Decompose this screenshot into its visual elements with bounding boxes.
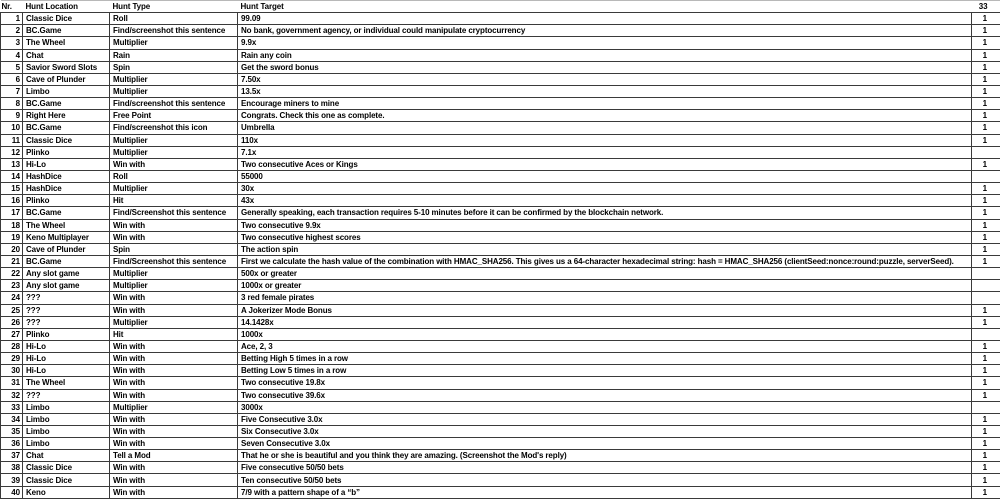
cell-hunt-type[interactable]: Multiplier xyxy=(110,183,238,195)
cell-nr[interactable]: 26 xyxy=(1,316,23,328)
cell-hunt-type[interactable]: Spin xyxy=(110,61,238,73)
cell-hunt-location[interactable]: ??? xyxy=(23,292,110,304)
cell-hunt-target[interactable]: 7.50x xyxy=(238,73,972,85)
cell-count[interactable]: 1 xyxy=(972,122,1000,134)
cell-hunt-location[interactable]: ??? xyxy=(23,389,110,401)
cell-hunt-type[interactable]: Multiplier xyxy=(110,268,238,280)
cell-count[interactable] xyxy=(972,292,1000,304)
cell-hunt-location[interactable]: HashDice xyxy=(23,170,110,182)
cell-hunt-location[interactable]: BC.Game xyxy=(23,207,110,219)
cell-hunt-type[interactable]: Find/screenshot this sentence xyxy=(110,98,238,110)
cell-hunt-location[interactable]: HashDice xyxy=(23,183,110,195)
table-row xyxy=(1,486,1000,498)
cell-hunt-target[interactable]: Two consecutive highest scores xyxy=(238,231,972,243)
table-row xyxy=(1,316,1000,328)
table-row xyxy=(1,304,1000,316)
cell-hunt-type[interactable]: Hit xyxy=(110,195,238,207)
table-row xyxy=(1,110,1000,122)
cell-hunt-location[interactable]: Savior Sword Slots xyxy=(23,61,110,73)
cell-hunt-location[interactable]: Hi-Lo xyxy=(23,365,110,377)
cell-nr[interactable]: 19 xyxy=(1,231,23,243)
cell-hunt-target[interactable]: 1000x xyxy=(238,328,972,340)
cell-count[interactable]: 1 xyxy=(972,98,1000,110)
cell-hunt-location[interactable]: Right Here xyxy=(23,110,110,122)
cell-hunt-location[interactable]: Plinko xyxy=(23,146,110,158)
cell-hunt-location[interactable]: Keno xyxy=(23,486,110,498)
cell-hunt-location[interactable]: Limbo xyxy=(23,425,110,437)
cell-hunt-target[interactable]: 99.09 xyxy=(238,13,972,25)
cell-hunt-type[interactable]: Multiplier xyxy=(110,280,238,292)
cell-hunt-target[interactable]: That he or she is beautiful and you think they are amazing. (Screenshot the Mod's reply) xyxy=(238,450,972,462)
cell-hunt-type[interactable]: Win with xyxy=(110,231,238,243)
cell-nr[interactable]: 38 xyxy=(1,462,23,474)
cell-hunt-type[interactable]: Win with xyxy=(110,486,238,498)
cell-nr[interactable]: 30 xyxy=(1,365,23,377)
cell-hunt-target[interactable]: Two consecutive 39.6x xyxy=(238,389,972,401)
cell-hunt-target[interactable]: 3000x xyxy=(238,401,972,413)
table-row xyxy=(1,85,1000,97)
cell-nr[interactable]: 28 xyxy=(1,340,23,352)
cell-nr[interactable]: 13 xyxy=(1,158,23,170)
cell-hunt-location[interactable]: Any slot game xyxy=(23,268,110,280)
cell-count[interactable]: 1 xyxy=(972,61,1000,73)
header-cell-nr[interactable]: Nr. xyxy=(1,1,23,13)
table-row xyxy=(1,13,1000,25)
cell-hunt-target[interactable]: Rain any coin xyxy=(238,49,972,61)
table-row xyxy=(1,73,1000,85)
cell-hunt-location[interactable]: Chat xyxy=(23,49,110,61)
cell-hunt-target[interactable]: 55000 xyxy=(238,170,972,182)
cell-nr[interactable]: 16 xyxy=(1,195,23,207)
cell-nr[interactable]: 35 xyxy=(1,425,23,437)
table-row xyxy=(1,413,1000,425)
cell-hunt-type[interactable]: Roll xyxy=(110,170,238,182)
cell-hunt-type[interactable]: Multiplier xyxy=(110,401,238,413)
cell-hunt-type[interactable]: Find/screenshot this sentence xyxy=(110,25,238,37)
cell-count[interactable]: 1 xyxy=(972,183,1000,195)
table-row xyxy=(1,183,1000,195)
cell-hunt-location[interactable]: Hi-Lo xyxy=(23,340,110,352)
cell-count[interactable]: 1 xyxy=(972,425,1000,437)
cell-nr[interactable]: 17 xyxy=(1,207,23,219)
cell-hunt-location[interactable]: Plinko xyxy=(23,195,110,207)
cell-nr[interactable]: 5 xyxy=(1,61,23,73)
table-row xyxy=(1,340,1000,352)
table-row xyxy=(1,474,1000,486)
cell-count[interactable]: 1 xyxy=(972,462,1000,474)
cell-count[interactable]: 1 xyxy=(972,316,1000,328)
cell-hunt-target[interactable]: 30x xyxy=(238,183,972,195)
cell-count[interactable]: 1 xyxy=(972,195,1000,207)
cell-hunt-type[interactable]: Win with xyxy=(110,389,238,401)
cell-nr[interactable]: 10 xyxy=(1,122,23,134)
cell-count[interactable]: 1 xyxy=(972,73,1000,85)
cell-nr[interactable]: 39 xyxy=(1,474,23,486)
cell-hunt-type[interactable]: Find/Screenshot this sentence xyxy=(110,207,238,219)
cell-count[interactable]: 1 xyxy=(972,110,1000,122)
cell-hunt-location[interactable]: Hi-Lo xyxy=(23,353,110,365)
cell-hunt-type[interactable]: Find/screenshot this icon xyxy=(110,122,238,134)
table-row xyxy=(1,146,1000,158)
cell-hunt-type[interactable]: Win with xyxy=(110,438,238,450)
cell-hunt-target[interactable]: 14.1428x xyxy=(238,316,972,328)
cell-nr[interactable]: 22 xyxy=(1,268,23,280)
cell-hunt-target[interactable]: Betting High 5 times in a row xyxy=(238,353,972,365)
cell-hunt-target[interactable]: Generally speaking, each transaction requires 5-10 minutes before it can be confirmed by the blockchain network. xyxy=(238,207,972,219)
cell-hunt-type[interactable]: Win with xyxy=(110,219,238,231)
table-row xyxy=(1,37,1000,49)
cell-nr[interactable]: 18 xyxy=(1,219,23,231)
cell-count[interactable]: 1 xyxy=(972,37,1000,49)
cell-hunt-location[interactable]: Plinko xyxy=(23,328,110,340)
cell-nr[interactable]: 21 xyxy=(1,255,23,267)
cell-hunt-type[interactable]: Multiplier xyxy=(110,134,238,146)
cell-hunt-type[interactable]: Find/Screenshot this sentence xyxy=(110,255,238,267)
cell-hunt-type[interactable]: Win with xyxy=(110,365,238,377)
cell-count[interactable]: 1 xyxy=(972,450,1000,462)
cell-hunt-location[interactable]: Limbo xyxy=(23,438,110,450)
cell-hunt-target[interactable]: Five consecutive 50/50 bets xyxy=(238,462,972,474)
table-row xyxy=(1,401,1000,413)
cell-nr[interactable]: 27 xyxy=(1,328,23,340)
cell-hunt-location[interactable]: Hi-Lo xyxy=(23,158,110,170)
cell-count[interactable]: 1 xyxy=(972,219,1000,231)
cell-hunt-type[interactable]: Multiplier xyxy=(110,37,238,49)
cell-count[interactable]: 1 xyxy=(972,365,1000,377)
table-row xyxy=(1,207,1000,219)
cell-nr[interactable]: 1 xyxy=(1,13,23,25)
cell-hunt-target[interactable]: No bank, government agency, or individual could manipulate cryptocurrency xyxy=(238,25,972,37)
cell-hunt-target[interactable]: A Jokerizer Mode Bonus xyxy=(238,304,972,316)
cell-hunt-type[interactable]: Win with xyxy=(110,353,238,365)
cell-hunt-target[interactable]: Ace, 2, 3 xyxy=(238,340,972,352)
cell-count[interactable]: 1 xyxy=(972,49,1000,61)
cell-count[interactable] xyxy=(972,280,1000,292)
cell-hunt-target[interactable]: 3 red female pirates xyxy=(238,292,972,304)
cell-hunt-type[interactable]: Multiplier xyxy=(110,85,238,97)
cell-hunt-type[interactable]: Win with xyxy=(110,425,238,437)
cell-nr[interactable]: 14 xyxy=(1,170,23,182)
table-row xyxy=(1,158,1000,170)
cell-count[interactable]: 1 xyxy=(972,340,1000,352)
cell-hunt-location[interactable]: Cave of Plunder xyxy=(23,243,110,255)
cell-hunt-type[interactable]: Tell a Mod xyxy=(110,450,238,462)
cell-nr[interactable]: 36 xyxy=(1,438,23,450)
table-row xyxy=(1,450,1000,462)
cell-count[interactable]: 1 xyxy=(972,134,1000,146)
cell-nr[interactable]: 6 xyxy=(1,73,23,85)
table-row xyxy=(1,377,1000,389)
cell-nr[interactable]: 32 xyxy=(1,389,23,401)
table-row xyxy=(1,25,1000,37)
cell-nr[interactable]: 29 xyxy=(1,353,23,365)
cell-count[interactable]: 1 xyxy=(972,389,1000,401)
table-row xyxy=(1,353,1000,365)
table-row xyxy=(1,438,1000,450)
cell-nr[interactable]: 25 xyxy=(1,304,23,316)
cell-hunt-target[interactable]: Two consecutive Aces or Kings xyxy=(238,158,972,170)
cell-hunt-location[interactable]: Classic Dice xyxy=(23,13,110,25)
cell-nr[interactable]: 33 xyxy=(1,401,23,413)
table-row xyxy=(1,231,1000,243)
cell-hunt-target[interactable]: Encourage miners to mine xyxy=(238,98,972,110)
cell-hunt-target[interactable]: 110x xyxy=(238,134,972,146)
cell-nr[interactable]: 37 xyxy=(1,450,23,462)
table-row xyxy=(1,268,1000,280)
cell-count[interactable] xyxy=(972,328,1000,340)
cell-hunt-target[interactable]: Five Consecutive 3.0x xyxy=(238,413,972,425)
cell-count[interactable]: 1 xyxy=(972,13,1000,25)
cell-hunt-target[interactable]: 7/9 with a pattern shape of a “b” xyxy=(238,486,972,498)
cell-hunt-target[interactable]: 43x xyxy=(238,195,972,207)
cell-hunt-target[interactable]: Two consecutive 19.8x xyxy=(238,377,972,389)
header-row xyxy=(1,1,1000,13)
cell-hunt-location[interactable]: Classic Dice xyxy=(23,462,110,474)
cell-hunt-type[interactable]: Free Point xyxy=(110,110,238,122)
header-cell-count-total[interactable]: 33 xyxy=(972,1,1000,13)
cell-hunt-type[interactable]: Multiplier xyxy=(110,146,238,158)
table-row xyxy=(1,134,1000,146)
cell-count[interactable]: 1 xyxy=(972,231,1000,243)
table-row xyxy=(1,61,1000,73)
cell-hunt-location[interactable]: The Wheel xyxy=(23,219,110,231)
cell-hunt-location[interactable]: Cave of Plunder xyxy=(23,73,110,85)
cell-hunt-target[interactable]: 500x or greater xyxy=(238,268,972,280)
cell-nr[interactable]: 12 xyxy=(1,146,23,158)
table-row xyxy=(1,425,1000,437)
cell-hunt-location[interactable]: Chat xyxy=(23,450,110,462)
cell-hunt-type[interactable]: Roll xyxy=(110,13,238,25)
table-row xyxy=(1,49,1000,61)
table-row xyxy=(1,365,1000,377)
header-cell-hunt-target[interactable]: Hunt Target xyxy=(238,1,972,13)
cell-hunt-location[interactable]: BC.Game xyxy=(23,122,110,134)
cell-count[interactable]: 1 xyxy=(972,353,1000,365)
table-row xyxy=(1,243,1000,255)
cell-hunt-target[interactable]: The action spin xyxy=(238,243,972,255)
cell-hunt-type[interactable]: Win with xyxy=(110,474,238,486)
header-cell-hunt-type[interactable]: Hunt Type xyxy=(110,1,238,13)
table-row xyxy=(1,195,1000,207)
cell-hunt-type[interactable]: Win with xyxy=(110,377,238,389)
cell-count[interactable]: 1 xyxy=(972,304,1000,316)
cell-hunt-target[interactable]: 13.5x xyxy=(238,85,972,97)
cell-hunt-location[interactable]: The Wheel xyxy=(23,377,110,389)
cell-nr[interactable]: 34 xyxy=(1,413,23,425)
cell-hunt-target[interactable]: Congrats. Check this one as complete. xyxy=(238,110,972,122)
cell-nr[interactable]: 31 xyxy=(1,377,23,389)
cell-count[interactable]: 1 xyxy=(972,25,1000,37)
cell-hunt-location[interactable]: The Wheel xyxy=(23,37,110,49)
cell-count[interactable]: 1 xyxy=(972,413,1000,425)
cell-count[interactable]: 1 xyxy=(972,474,1000,486)
cell-hunt-target[interactable]: Umbrella xyxy=(238,122,972,134)
cell-count[interactable]: 1 xyxy=(972,243,1000,255)
cell-count[interactable] xyxy=(972,401,1000,413)
cell-count[interactable]: 1 xyxy=(972,85,1000,97)
cell-hunt-type[interactable]: Multiplier xyxy=(110,316,238,328)
cell-hunt-location[interactable]: ??? xyxy=(23,316,110,328)
cell-hunt-location[interactable]: Limbo xyxy=(23,401,110,413)
cell-count[interactable]: 1 xyxy=(972,158,1000,170)
cell-hunt-location[interactable]: Any slot game xyxy=(23,280,110,292)
cell-nr[interactable]: 40 xyxy=(1,486,23,498)
cell-count[interactable]: 1 xyxy=(972,438,1000,450)
cell-hunt-type[interactable]: Win with xyxy=(110,413,238,425)
cell-nr[interactable]: 20 xyxy=(1,243,23,255)
cell-hunt-type[interactable]: Win with xyxy=(110,304,238,316)
cell-count[interactable]: 1 xyxy=(972,255,1000,267)
cell-hunt-type[interactable]: Spin xyxy=(110,243,238,255)
cell-nr[interactable]: 2 xyxy=(1,25,23,37)
cell-hunt-target[interactable]: Seven Consecutive 3.0x xyxy=(238,438,972,450)
cell-nr[interactable]: 4 xyxy=(1,49,23,61)
cell-hunt-location[interactable]: Limbo xyxy=(23,85,110,97)
cell-hunt-target[interactable]: 1000x or greater xyxy=(238,280,972,292)
table-row xyxy=(1,255,1000,267)
cell-hunt-target[interactable]: First we calculate the hash value of the combination with HMAC_SHA256. This gives us a 64-character hexadecimal string: hash = HMAC_SHA256 (clientSeed:nonce:round:puzzle, serverSeed). xyxy=(238,255,972,267)
cell-hunt-location[interactable]: BC.Game xyxy=(23,25,110,37)
cell-hunt-type[interactable]: Rain xyxy=(110,49,238,61)
cell-hunt-type[interactable]: Win with xyxy=(110,292,238,304)
cell-count[interactable]: 1 xyxy=(972,486,1000,498)
cell-nr[interactable]: 9 xyxy=(1,110,23,122)
table-row xyxy=(1,219,1000,231)
cell-nr[interactable]: 24 xyxy=(1,292,23,304)
cell-hunt-location[interactable]: Limbo xyxy=(23,413,110,425)
cell-hunt-target[interactable]: Six Consecutive 3.0x xyxy=(238,425,972,437)
cell-hunt-location[interactable]: Keno Multiplayer xyxy=(23,231,110,243)
cell-nr[interactable]: 23 xyxy=(1,280,23,292)
cell-hunt-target[interactable]: 9.9x xyxy=(238,37,972,49)
cell-count[interactable]: 1 xyxy=(972,207,1000,219)
cell-hunt-target[interactable]: Get the sword bonus xyxy=(238,61,972,73)
table-row xyxy=(1,170,1000,182)
table-row xyxy=(1,280,1000,292)
cell-hunt-target[interactable]: 7.1x xyxy=(238,146,972,158)
cell-hunt-location[interactable]: Classic Dice xyxy=(23,134,110,146)
cell-nr[interactable]: 15 xyxy=(1,183,23,195)
table-row xyxy=(1,328,1000,340)
cell-nr[interactable]: 7 xyxy=(1,85,23,97)
table-row xyxy=(1,462,1000,474)
cell-nr[interactable]: 3 xyxy=(1,37,23,49)
cell-count[interactable] xyxy=(972,170,1000,182)
cell-hunt-location[interactable]: BC.Game xyxy=(23,255,110,267)
table-row xyxy=(1,292,1000,304)
cell-hunt-location[interactable]: BC.Game xyxy=(23,98,110,110)
cell-hunt-location[interactable]: ??? xyxy=(23,304,110,316)
cell-hunt-type[interactable]: Win with xyxy=(110,340,238,352)
cell-hunt-target[interactable]: Ten consecutive 50/50 bets xyxy=(238,474,972,486)
cell-hunt-target[interactable]: Betting Low 5 times in a row xyxy=(238,365,972,377)
cell-hunt-type[interactable]: Win with xyxy=(110,158,238,170)
cell-count[interactable]: 1 xyxy=(972,377,1000,389)
cell-hunt-type[interactable]: Win with xyxy=(110,462,238,474)
cell-count[interactable] xyxy=(972,268,1000,280)
table-body xyxy=(1,13,1000,499)
cell-nr[interactable]: 8 xyxy=(1,98,23,110)
table-row xyxy=(1,98,1000,110)
cell-nr[interactable]: 11 xyxy=(1,134,23,146)
cell-hunt-type[interactable]: Multiplier xyxy=(110,73,238,85)
cell-hunt-type[interactable]: Hit xyxy=(110,328,238,340)
table-row xyxy=(1,389,1000,401)
table-row xyxy=(1,122,1000,134)
cell-hunt-target[interactable]: Two consecutive 9.9x xyxy=(238,219,972,231)
header-cell-hunt-location[interactable]: Hunt Location xyxy=(23,1,110,13)
cell-hunt-location[interactable]: Classic Dice xyxy=(23,474,110,486)
cell-count[interactable] xyxy=(972,146,1000,158)
